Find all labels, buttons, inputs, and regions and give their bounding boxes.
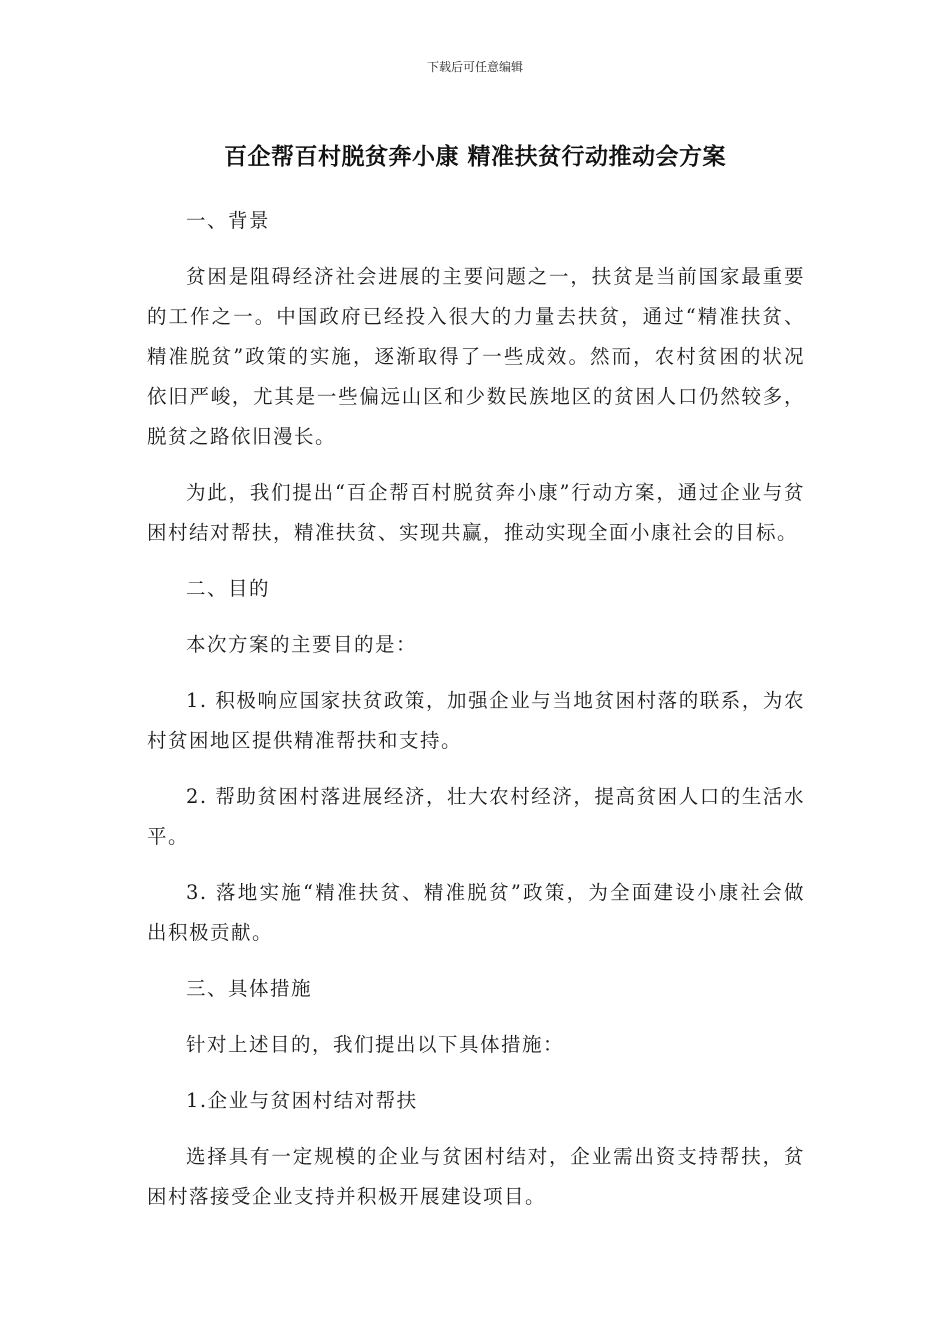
- section-heading-measures: 三、具体措施: [186, 977, 313, 1000]
- measures-sub-text-1: 选择具有一定规模的企业与贫困村结对，企业需出资支持帮扶，贫困村落接受企业支持并积极开展建设项目。: [147, 1145, 805, 1208]
- background-paragraph-1: 贫困是阻碍经济社会进展的主要问题之一，扶贫是当前国家最重要的工作之一。中国政府已经投入很大的力量去扶贫，通过“精准扶贫、精准脱贫”政策的实施，逐渐取得了一些成效。然而，农村贫困的状况依旧严峻，尤其是一些偏远山区和少数民族地区的贫困人口仍然较多，脱贫之路依旧漫长。: [147, 265, 805, 448]
- purpose-item-2: 2. 帮助贫困村落进展经济，壮大农村经济，提高贫困人口的生活水平。: [147, 785, 805, 848]
- background-paragraph-2: 为此，我们提出“百企帮百村脱贫奔小康”行动方案，通过企业与贫困村结对帮扶，精准扶贫、实现共赢，推动实现全面小康社会的目标。: [147, 481, 805, 544]
- measures-sub-heading-1: 1.企业与贫困村结对帮扶: [186, 1089, 418, 1112]
- purpose-item-3: 3. 落地实施“精准扶贫、精准脱贫”政策，为全面建设小康社会做出积极贡献。: [147, 881, 805, 944]
- measures-intro: 针对上述目的，我们提出以下具体措施：: [186, 1033, 565, 1056]
- document-body: [147, 201, 805, 1233]
- section-heading-purpose: 二、目的: [186, 577, 271, 600]
- section-heading-background: 一、背景: [186, 209, 271, 232]
- purpose-intro: 本次方案的主要目的是：: [186, 633, 418, 656]
- document-title: 百企帮百村脱贫奔小康 精准扶贫行动推动会方案: [223, 144, 726, 170]
- purpose-item-1: 1. 积极响应国家扶贫政策，加强企业与当地贫困村落的联系，为农村贫困地区提供精准帮扶和支持。: [147, 689, 805, 752]
- header-note: 下载后可任意编辑: [426, 60, 523, 74]
